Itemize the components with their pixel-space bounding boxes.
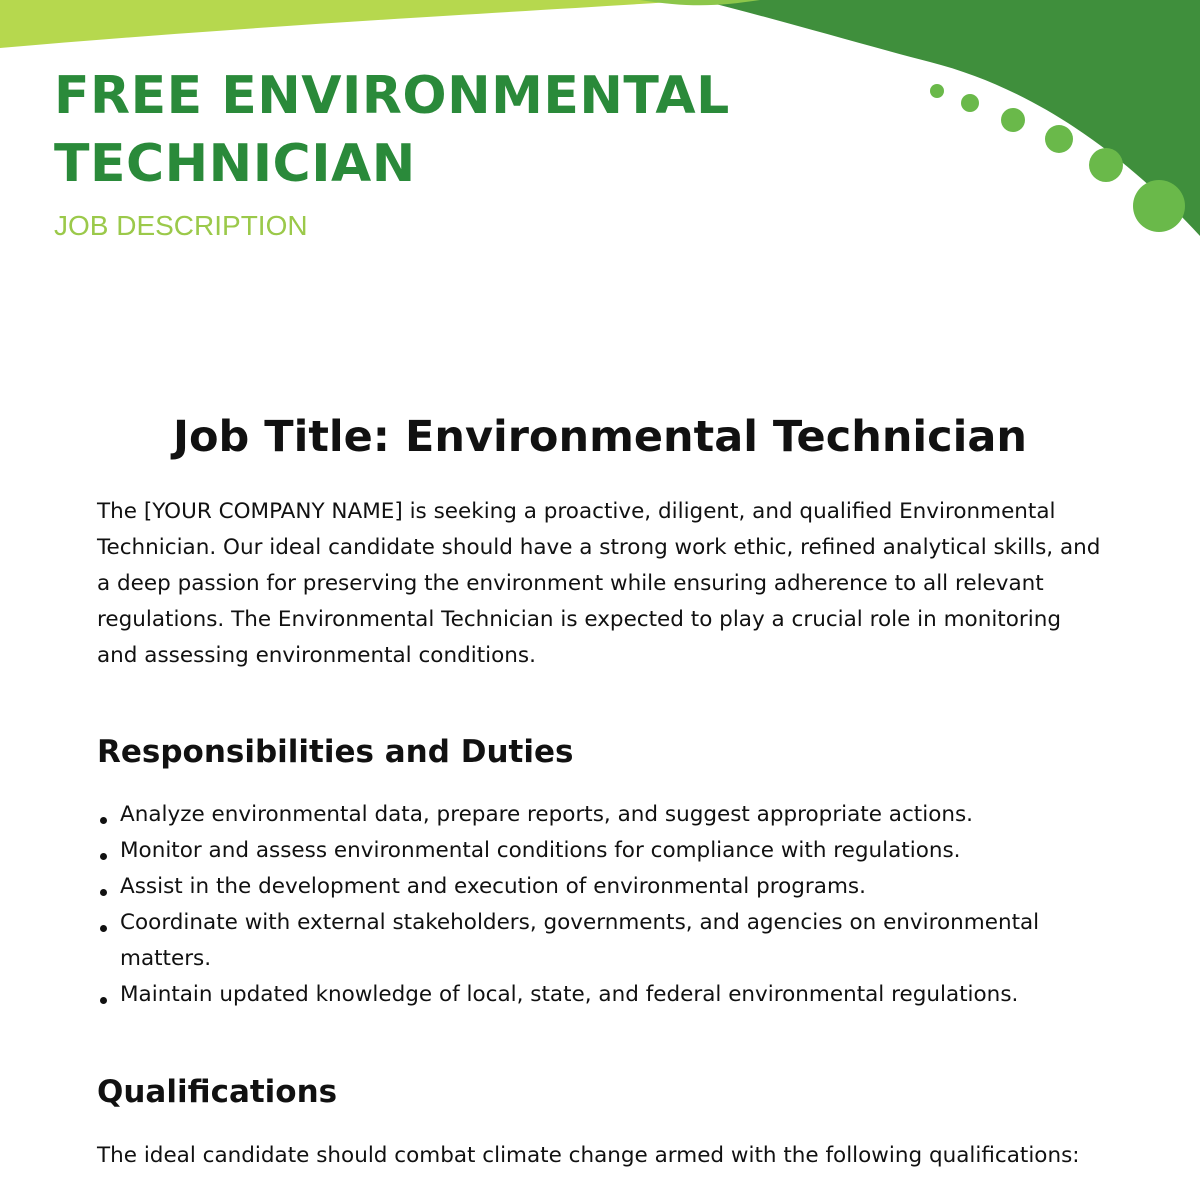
decorative-dot: [1133, 180, 1185, 232]
decorative-dot: [930, 84, 944, 98]
decorative-dot: [1001, 108, 1025, 132]
intro-paragraph: The [YOUR COMPANY NAME] is seeking a proactive, diligent, and qualified Environmental Technician. Our ideal candidate should have a strong work ethic, refined analytical skills, and a deep passion for preserving the environment while ensuring adherence to all relevant regulations. The Environmental Technician is expected to play a crucial role in monitoring and assessing environmental conditions.: [97, 499, 1101, 668]
document-title-line-2: TECHNICIAN: [54, 134, 416, 194]
bullet-icon: [100, 817, 107, 824]
document-subtitle: JOB DESCRIPTION: [54, 210, 308, 241]
bullet-icon: [100, 889, 107, 896]
list-item-text: Analyze environmental data, prepare reports, and suggest appropriate actions.: [120, 802, 974, 827]
list-item: [97, 977, 1107, 1013]
list-item-text: Maintain updated knowledge of local, state, and federal environmental regulations.: [120, 982, 1019, 1007]
list-item: [97, 869, 1107, 905]
job-title-heading: Job Title: Environmental Technician: [172, 412, 1028, 462]
list-item: [97, 833, 1107, 869]
decorative-dot: [961, 94, 979, 112]
light-green-wave: [0, 0, 700, 48]
list-item: [97, 905, 1107, 977]
list-item-text: Monitor and assess environmental conditions for compliance with regulations.: [120, 838, 961, 863]
decorative-dot: [1045, 125, 1073, 153]
bullet-icon: [100, 925, 107, 932]
document-title-line-1: FREE ENVIRONMENTAL: [54, 66, 730, 126]
responsibilities-heading: Responsibilities and Duties: [97, 734, 574, 770]
decorative-dot: [1089, 148, 1123, 182]
list-item-text: Coordinate with external stakeholders, governments, and agencies on environmental matters.: [120, 910, 1040, 971]
qualifications-intro: The ideal candidate should combat climate change armed with the following qualifications:: [97, 1143, 1080, 1168]
qualifications-heading: Qualifications: [97, 1074, 338, 1110]
list-item-text: Assist in the development and execution of environmental programs.: [120, 874, 866, 899]
bullet-icon: [100, 997, 107, 1004]
bullet-icon: [100, 853, 107, 860]
responsibilities-list: [97, 797, 1107, 1013]
document-title: [54, 62, 730, 198]
list-item: [97, 797, 1107, 833]
dark-green-wave: [700, 0, 1200, 236]
